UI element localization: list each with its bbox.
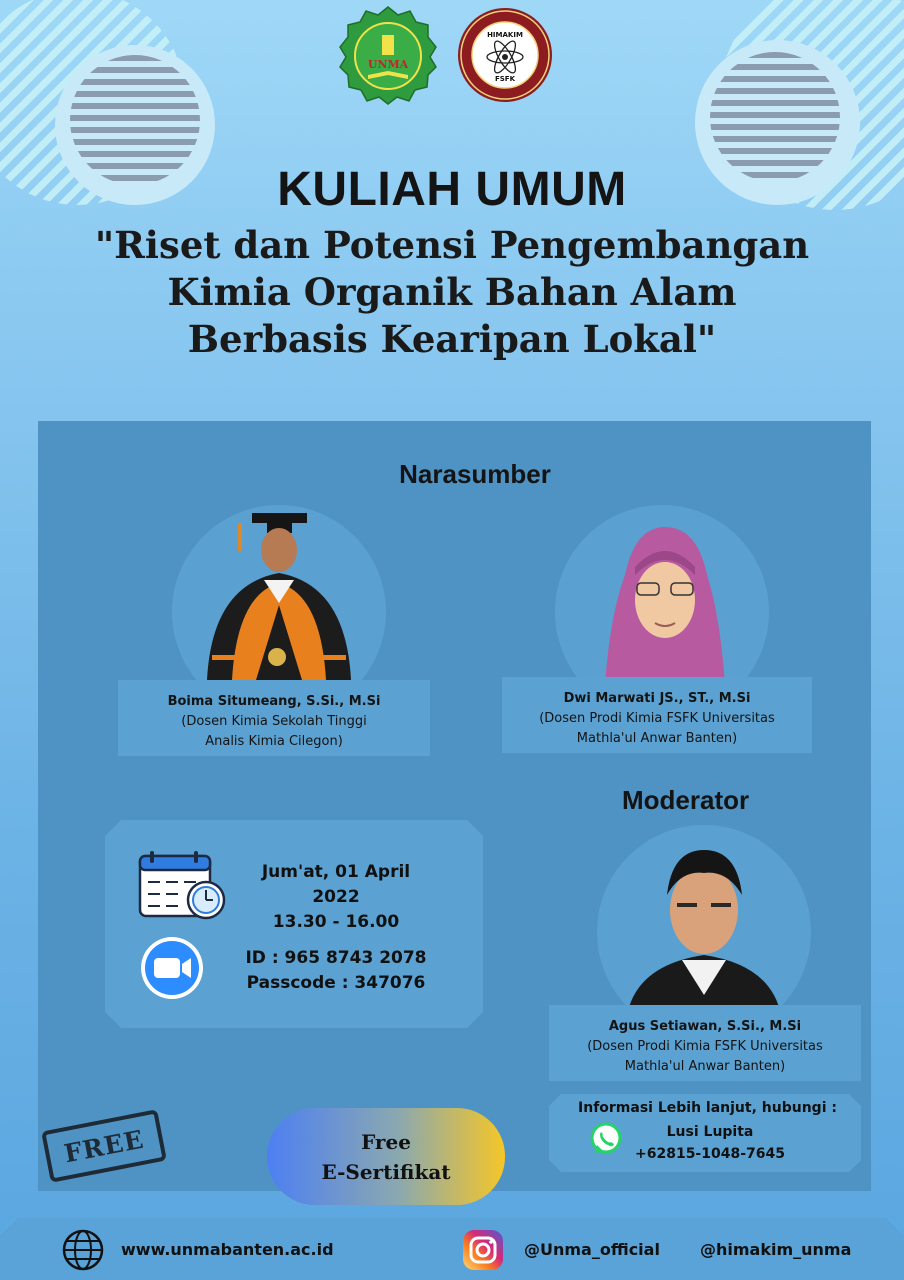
speaker-1-affiliation-line-2: Analis Kimia Cilegon) [205, 734, 343, 749]
event-date: Jum'at, 01 April 2022 [261, 862, 411, 907]
instagram-icon [462, 1229, 504, 1271]
speaker-1-card [118, 680, 430, 756]
moderator-card [549, 1005, 861, 1081]
event-datetime [236, 860, 436, 935]
unma-logo [338, 5, 438, 105]
event-subtitle [60, 222, 844, 363]
himakim-logo [455, 5, 555, 105]
certificate-line-2: E-Sertifikat [321, 1159, 451, 1184]
instagram-handle-himakim[interactable]: @himakim_unma [700, 1240, 852, 1259]
subtitle-line-1: "Riset dan Potensi Pengembangan [94, 223, 810, 267]
moderator-name: Agus Setiawan, S.Si., M.Si [608, 1019, 802, 1034]
speaker-2-card [502, 677, 812, 753]
zoom-video-icon [139, 935, 205, 1001]
calendar-clock-icon [138, 850, 230, 922]
contact-name: Lusi Lupita [666, 1124, 754, 1140]
speaker-2-name: Dwi Marwati JS., ST., M.Si [563, 691, 751, 706]
speaker-1-name: Boima Situmeang, S.Si., M.Si [167, 694, 381, 709]
event-time: 13.30 - 16.00 [272, 912, 400, 932]
himakim-logo-text: HIMAKIM [487, 31, 523, 39]
whatsapp-icon [589, 1122, 623, 1156]
moderator-affiliation-line-2: Mathla'ul Anwar Banten) [624, 1059, 786, 1074]
globe-icon [61, 1228, 105, 1272]
instagram-handle-unma[interactable]: @Unma_official [524, 1240, 660, 1259]
speaker-1-affiliation-line-1: (Dosen Kimia Sekolah Tinggi [181, 714, 367, 729]
speakers-heading: Narasumber [399, 459, 551, 489]
certificate-line-1: Free [361, 1129, 411, 1154]
contact-title: Informasi Lebih lanjut, hubungi : [578, 1100, 837, 1116]
subtitle-line-2: Kimia Organik Bahan Alam [167, 270, 737, 314]
page-title: KULIAH UMUM [277, 163, 627, 216]
moderator-heading: Moderator [622, 785, 750, 815]
meeting-credentials [236, 946, 436, 996]
free-stamp: FREE [41, 1109, 167, 1183]
meeting-passcode: Passcode : 347076 [246, 973, 426, 993]
contact-phone[interactable]: +62815-1048-7645 [635, 1146, 785, 1162]
meeting-id: ID : 965 8743 2078 [245, 948, 427, 968]
website-link[interactable]: www.unmabanten.ac.id [121, 1240, 334, 1259]
himakim-logo-subtext: FSFK [494, 75, 516, 83]
speaker-2-affiliation-line-1: (Dosen Prodi Kimia FSFK Universitas [539, 711, 775, 726]
unma-logo-text: UNMA [367, 58, 409, 71]
moderator-affiliation-line-1: (Dosen Prodi Kimia FSFK Universitas [587, 1039, 823, 1054]
certificate-badge [267, 1108, 505, 1205]
subtitle-line-3: Berbasis Kearipan Lokal" [187, 317, 717, 361]
speaker-2-affiliation-line-2: Mathla'ul Anwar Banten) [576, 731, 738, 746]
